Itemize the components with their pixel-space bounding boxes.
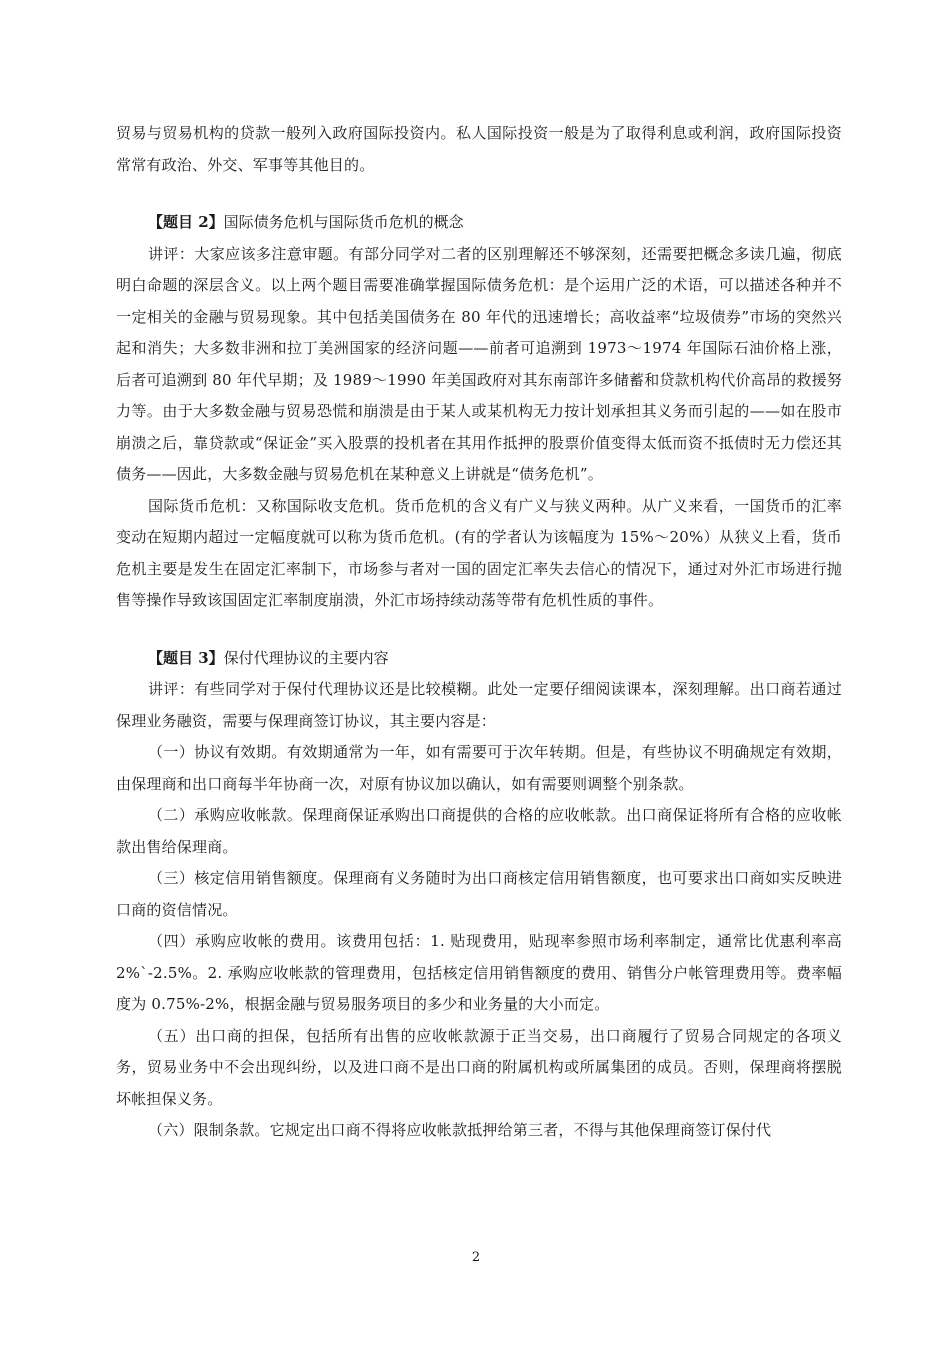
section-3-paragraph-1: 讲评：有些同学对于保付代理协议还是比较模糊。此处一定要仔细阅读课本，深刻理解。出口商若通过保理业务融资，需要与保理商签订协议，其主要内容是： xyxy=(116,680,842,730)
section-3-paragraph-5: （四）承购应收帐的费用。该费用包括：1. 贴现费用，贴现率参照市场利率制定，通常比优惠利率高 2%`-2.5%。2. 承购应收帐款的管理费用，包括核定信用销售额度的费用、销售分户帐管理费用等。费率幅度为 0.75%-2%，根据金融与贸易服务项目的多少和业务量的大小而定。 xyxy=(116,932,842,1013)
section-2-title: 国际债务危机与国际货币危机的概念 xyxy=(223,213,464,231)
section-2-heading xyxy=(116,207,842,239)
section-3-number: 【题目 3】 xyxy=(148,648,224,667)
section-2-paragraph-1: 讲评：大家应该多注意审题。有部分同学对二者的区别理解还不够深刻，还需要把概念多读几遍，彻底明白命题的深层含义。以上两个题目需要准确掌握国际债务危机：是个运用广泛的术语，可以描述各种并不一定相关的金融与贸易现象。其中包括美国债务在 80 年代的迅速增长；高收益率“垃圾债券”市场的突然兴起和消失；大多数非洲和拉丁美洲国家的经济问题——前者可追溯到 1973～1974 年国际石油价格上涨，后者可追溯到 80 年代早期；及 1989～1990 年美国政府对其东南部许多储蓄和贷款机构代价高昂的救援努力等。由于大多数金融与贸易恐慌和崩溃是由于某人或某机构无力按计划承担其义务而引起的——如在股市崩溃之后，靠贷款或“保证金”买入股票的投机者在其用作抵押的股票价值变得太低而资不抵债时无力偿还其债务——因此，大多数金融与贸易危机在某种意义上讲就是“债务危机”。 xyxy=(116,244,842,483)
section-3-paragraph-7: （六）限制条款。它规定出口商不得将应收帐款抵押给第三者，不得与其他保理商签订保付代 xyxy=(148,1121,772,1139)
section-3-paragraph-3: （二）承购应收帐款。保理商保证承购出口商提供的合格的应收帐款。出口商保证将所有合格的应收帐款出售给保理商。 xyxy=(116,806,842,856)
paragraph-intro: 贸易与贸易机构的贷款一般列入政府国际投资内。私人国际投资一般是为了取得利息或利润，政府国际投资常常有政治、外交、军事等其他目的。 xyxy=(116,124,842,174)
section-3-paragraph-4: （三）核定信用销售额度。保理商有义务随时为出口商核定信用销售额度，也可要求出口商如实反映进口商的资信情况。 xyxy=(116,869,842,919)
section-3-paragraph-2: （一）协议有效期。有效期通常为一年，如有需要可于次年转期。但是，有些协议不明确规定有效期，由保理商和出口商每半年协商一次，对原有协议加以确认，如有需要则调整个别条款。 xyxy=(116,743,842,793)
page-number: 2 xyxy=(471,1250,481,1265)
section-2-paragraph-2: 国际货币危机：又称国际收支危机。货币危机的含义有广义与狭义两种。从广义来看，一国货币的汇率变动在短期内超过一定幅度就可以称为货币危机。(有的学者认为该幅度为 15%～20%）从狭义上看，货币危机主要是发生在固定汇率制下，市场参与者对一国的固定汇率失去信心的情况下，通过对外汇市场进行抛售等操作导致该国固定汇率制度崩溃，外汇市场持续动荡等带有危机性质的事件。 xyxy=(116,496,842,609)
section-3-title: 保付代理协议的主要内容 xyxy=(223,648,389,667)
section-3-paragraph-6: （五）出口商的担保，包括所有出售的应收帐款源于正当交易，出口商履行了贸易合同规定的各项义务，贸易业务中不会出现纠纷，以及进口商不是出口商的附属机构或所属集团的成员。否则，保理商将摆脱坏帐担保义务。 xyxy=(116,1026,842,1108)
document-body xyxy=(116,118,842,1147)
section-3-heading xyxy=(116,643,842,675)
section-2-number: 【题目 2】 xyxy=(148,213,224,231)
